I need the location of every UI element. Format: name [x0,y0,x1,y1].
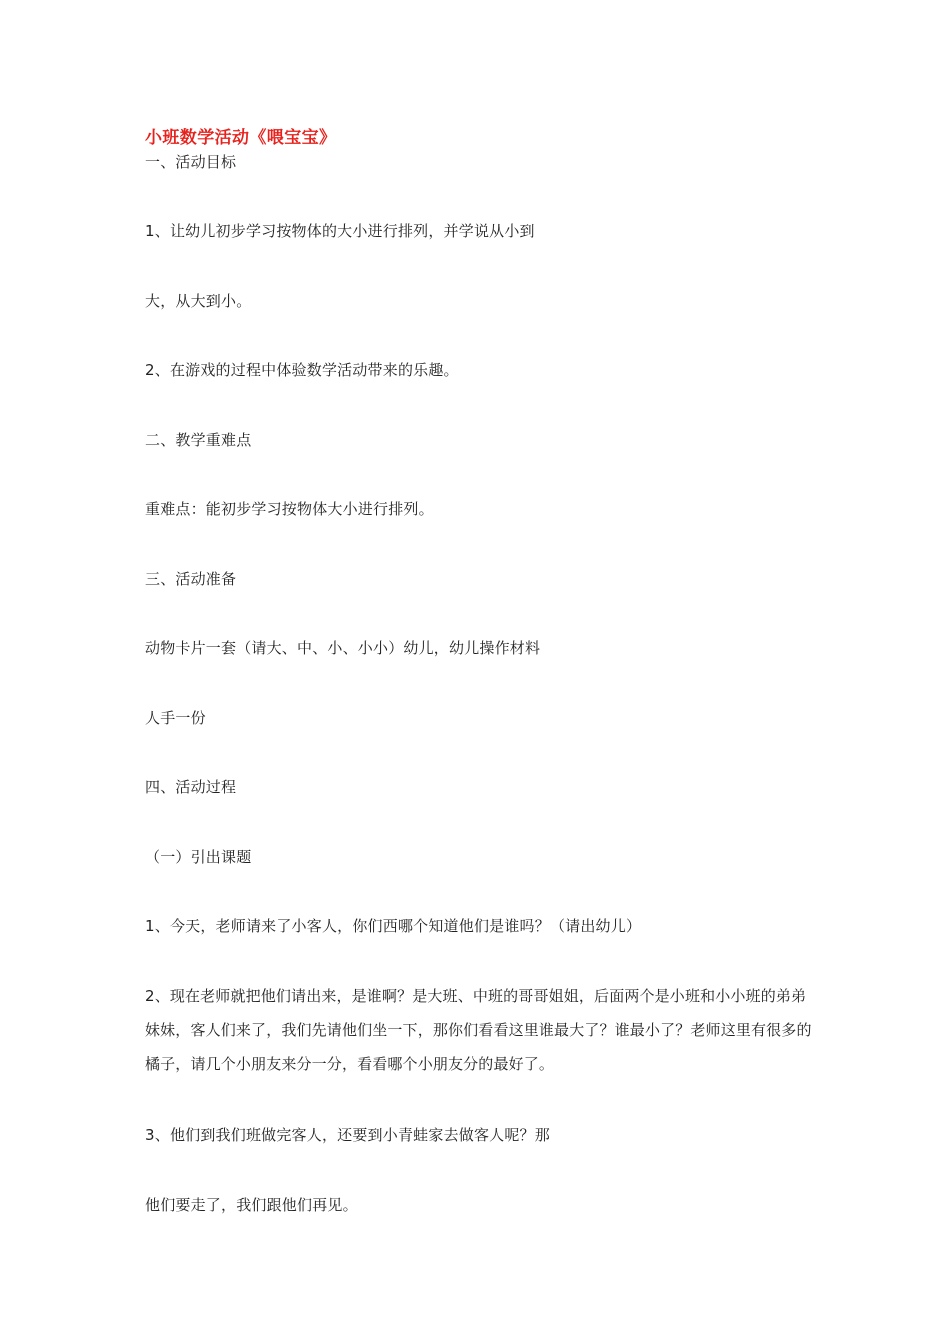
section-heading-key-points: 二、教学重难点 [145,431,252,449]
preparation-line-2: 人手一份 [145,709,206,727]
process-step-2: 2、现在老师就把他们请出来，是谁啊？是大班、中班的哥哥姐姐，后面两个是小班和小小班的弟弟妹妹，客人们来了，我们先请他们坐一下，那你们看看这里谁最大了？谁最小了？老师这里有很多的橘子，请几个小朋友来分一分，看看哪个小朋友分的最好了。 [145,987,812,1073]
subsection-heading-intro: （一）引出课题 [145,848,252,866]
section-heading-preparation: 三、活动准备 [145,570,237,588]
goal-1-line-2: 大，从大到小。 [145,292,252,310]
goal-1-line-1: 1、让幼儿初步学习按物体的大小进行排列，并学说从小到 [145,222,535,240]
goal-2: 2、在游戏的过程中体验数学活动带来的乐趣。 [145,361,459,379]
process-step-1: 1、今天，老师请来了小客人，你们西哪个知道他们是谁吗？（请出幼儿） [145,917,642,935]
process-step-3-line-2: 他们要走了，我们跟他们再见。 [145,1196,358,1214]
key-points-text: 重难点：能初步学习按物体大小进行排列。 [145,500,434,518]
preparation-line-1: 动物卡片一套（请大、中、小、小小）幼儿，幼儿操作材料 [145,639,541,657]
process-step-3-line-1: 3、他们到我们班做完客人，还要到小青蛙家去做客人呢？那 [145,1126,550,1144]
section-heading-goals: 一、活动目标 [145,153,237,171]
section-heading-process: 四、活动过程 [145,778,237,796]
document-title: 小班数学活动《喂宝宝》 [145,128,337,148]
